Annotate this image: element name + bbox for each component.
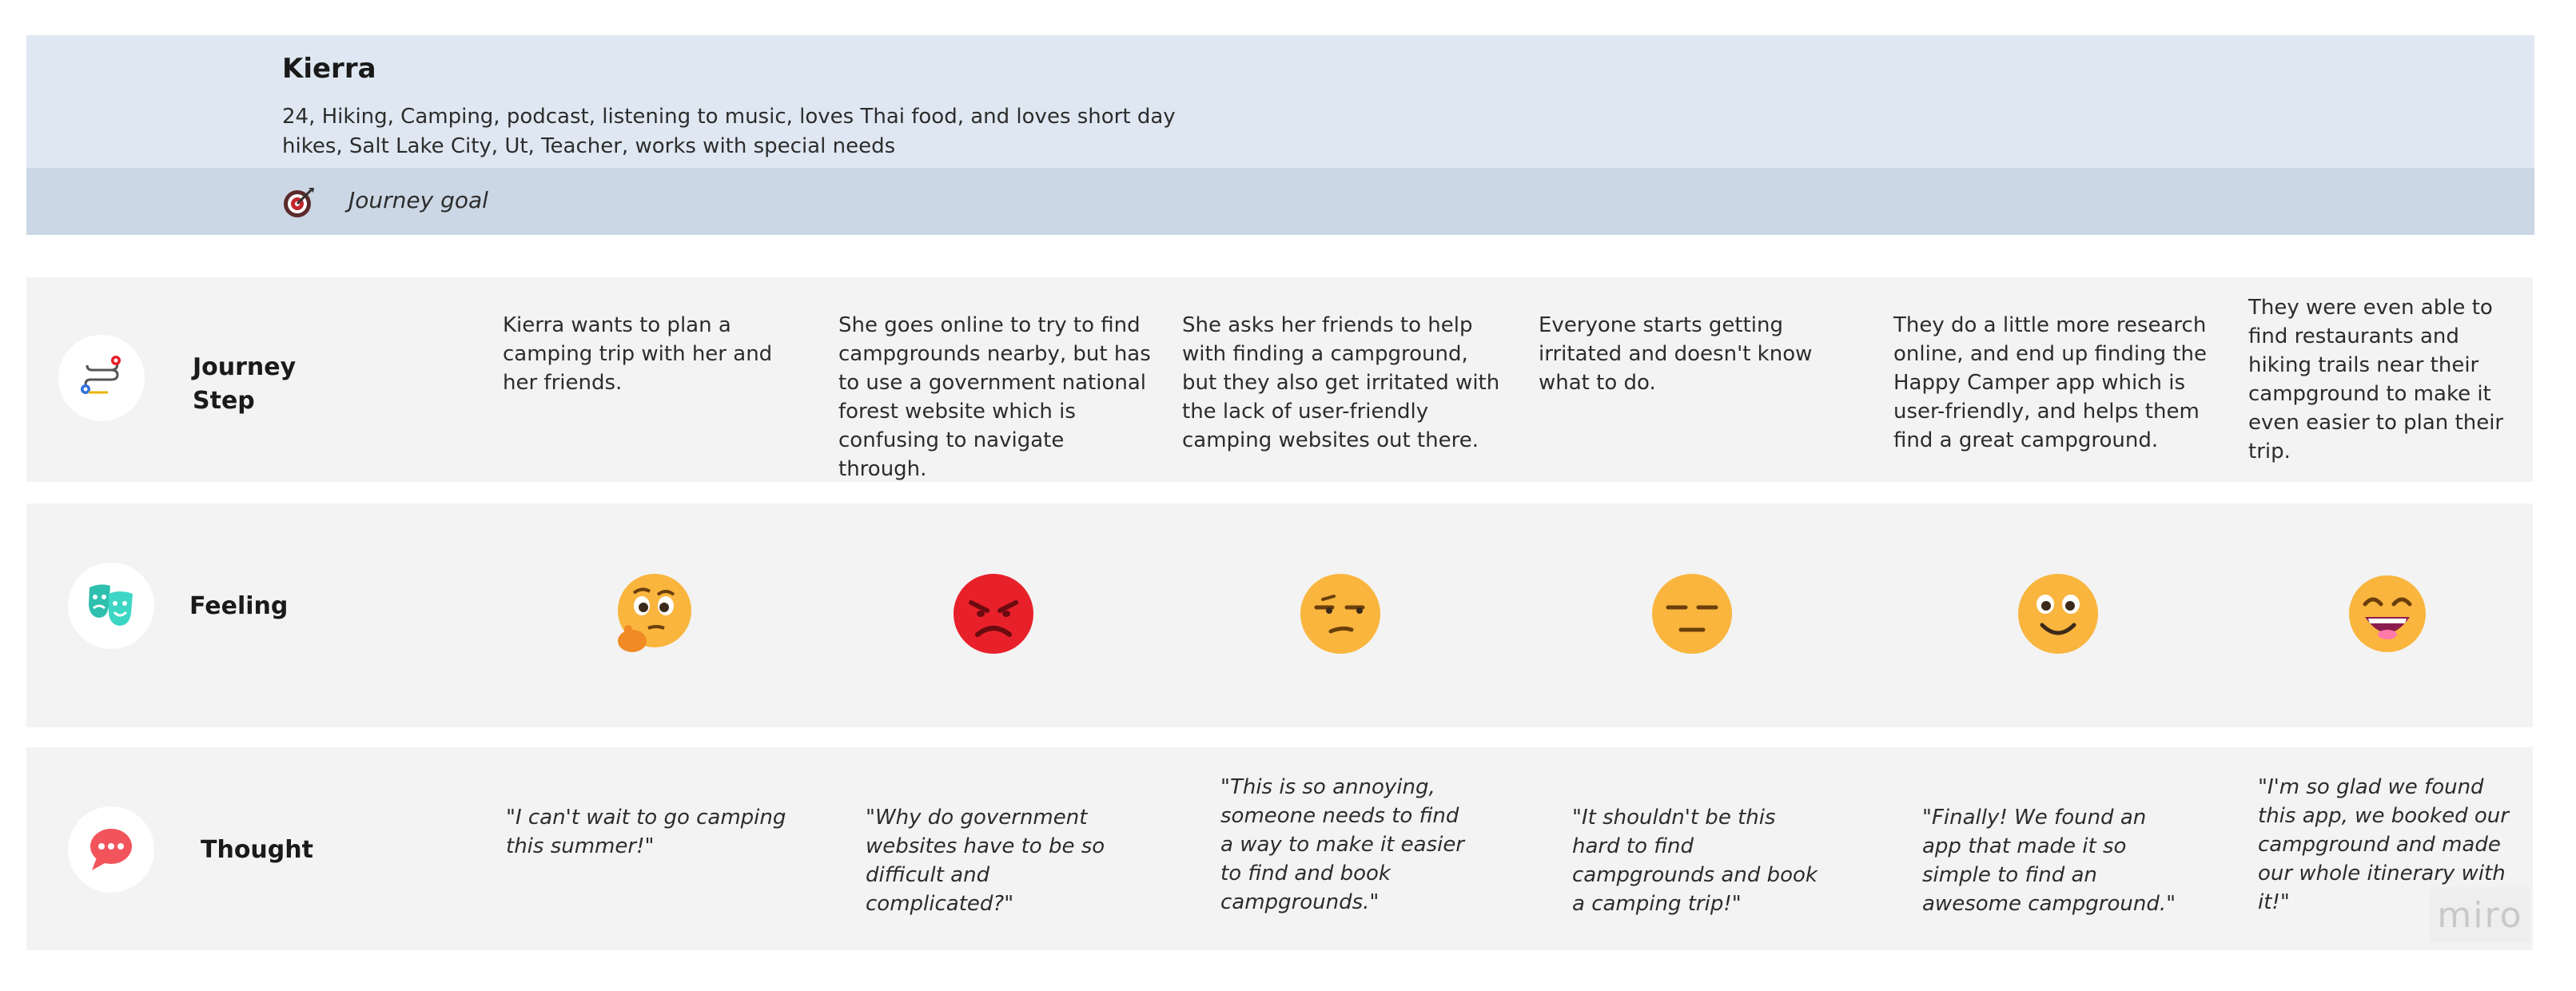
thinking-face-emoji bbox=[611, 572, 695, 655]
feeling-label: Feeling bbox=[189, 592, 289, 620]
journey-step-cell: Kierra wants to plan a camping trip with her and her friends. bbox=[503, 313, 773, 395]
journey-step-label: Journey Step bbox=[193, 353, 297, 415]
persona-name: Kierra bbox=[282, 53, 376, 85]
theater-masks-icon bbox=[85, 579, 137, 632]
feeling-row bbox=[26, 503, 2533, 727]
journey-step-icon-badge bbox=[58, 335, 145, 421]
persona-card bbox=[26, 35, 2534, 168]
angry-face-emoji bbox=[952, 572, 1035, 655]
miro-watermark: miro bbox=[2430, 887, 2530, 943]
route-map-icon bbox=[76, 352, 127, 404]
journey-goal-label: Journey goal bbox=[348, 187, 488, 213]
journey-step-cell: They do a little more research online, and end up finding the Happy Camper app which is user-friendly, and helps them find a great campground. bbox=[1893, 313, 2208, 452]
thought-cell: "It shouldn't be this hard to find campgrounds and book a camping trip!" bbox=[1572, 806, 1818, 916]
journey-step-cell: She asks her friends to help with finding a campground, but they also get irritated with the lack of user-friendly camping websites out there. bbox=[1182, 313, 1500, 452]
target-icon bbox=[282, 185, 316, 219]
thought-label: Thought bbox=[201, 836, 313, 864]
thought-cell: "Why do government websites have to be so difficult and complicated?" bbox=[866, 806, 1105, 916]
thought-cell: "I'm so glad we found this app, we booked our campground and made our whole itinerary with it!" bbox=[2258, 775, 2509, 914]
thought-cell: "Finally! We found an app that made it so simple to find an awesome campground." bbox=[1922, 806, 2176, 916]
speech-bubble-icon bbox=[86, 824, 137, 875]
journey-step-cell: She goes online to try to find campgrounds nearby, but has to use a government national forest website which is confusing to navigate through. bbox=[838, 313, 1151, 481]
journey-step-row bbox=[26, 277, 2533, 482]
persona-description: 24, Hiking, Camping, podcast, listening to music, loves Thai food, and loves short day hikes, Salt Lake City, Ut, Teacher, works with special needs bbox=[282, 105, 1176, 158]
journey-goal-bar bbox=[26, 168, 2534, 235]
unamused-face-emoji bbox=[1299, 572, 1382, 655]
journey-step-cell: Everyone starts getting irritated and doesn't know what to do. bbox=[1539, 313, 1813, 395]
expressionless-face-emoji bbox=[1650, 572, 1734, 655]
thought-cell: "This is so annoying, someone needs to find a way to make it easier to find and book campgrounds." bbox=[1220, 775, 1465, 914]
thought-row bbox=[26, 747, 2533, 950]
feeling-icon-badge bbox=[68, 563, 154, 649]
thought-cell: "I can't wait to go camping this summer!" bbox=[506, 806, 786, 858]
smiling-face-emoji bbox=[2017, 572, 2100, 655]
thought-icon-badge bbox=[68, 806, 154, 893]
grinning-face-emoji bbox=[2346, 572, 2429, 655]
journey-step-cell: They were even able to find restaurants and hiking trails near their campground to make it even easier to plan their trip. bbox=[2248, 296, 2504, 464]
